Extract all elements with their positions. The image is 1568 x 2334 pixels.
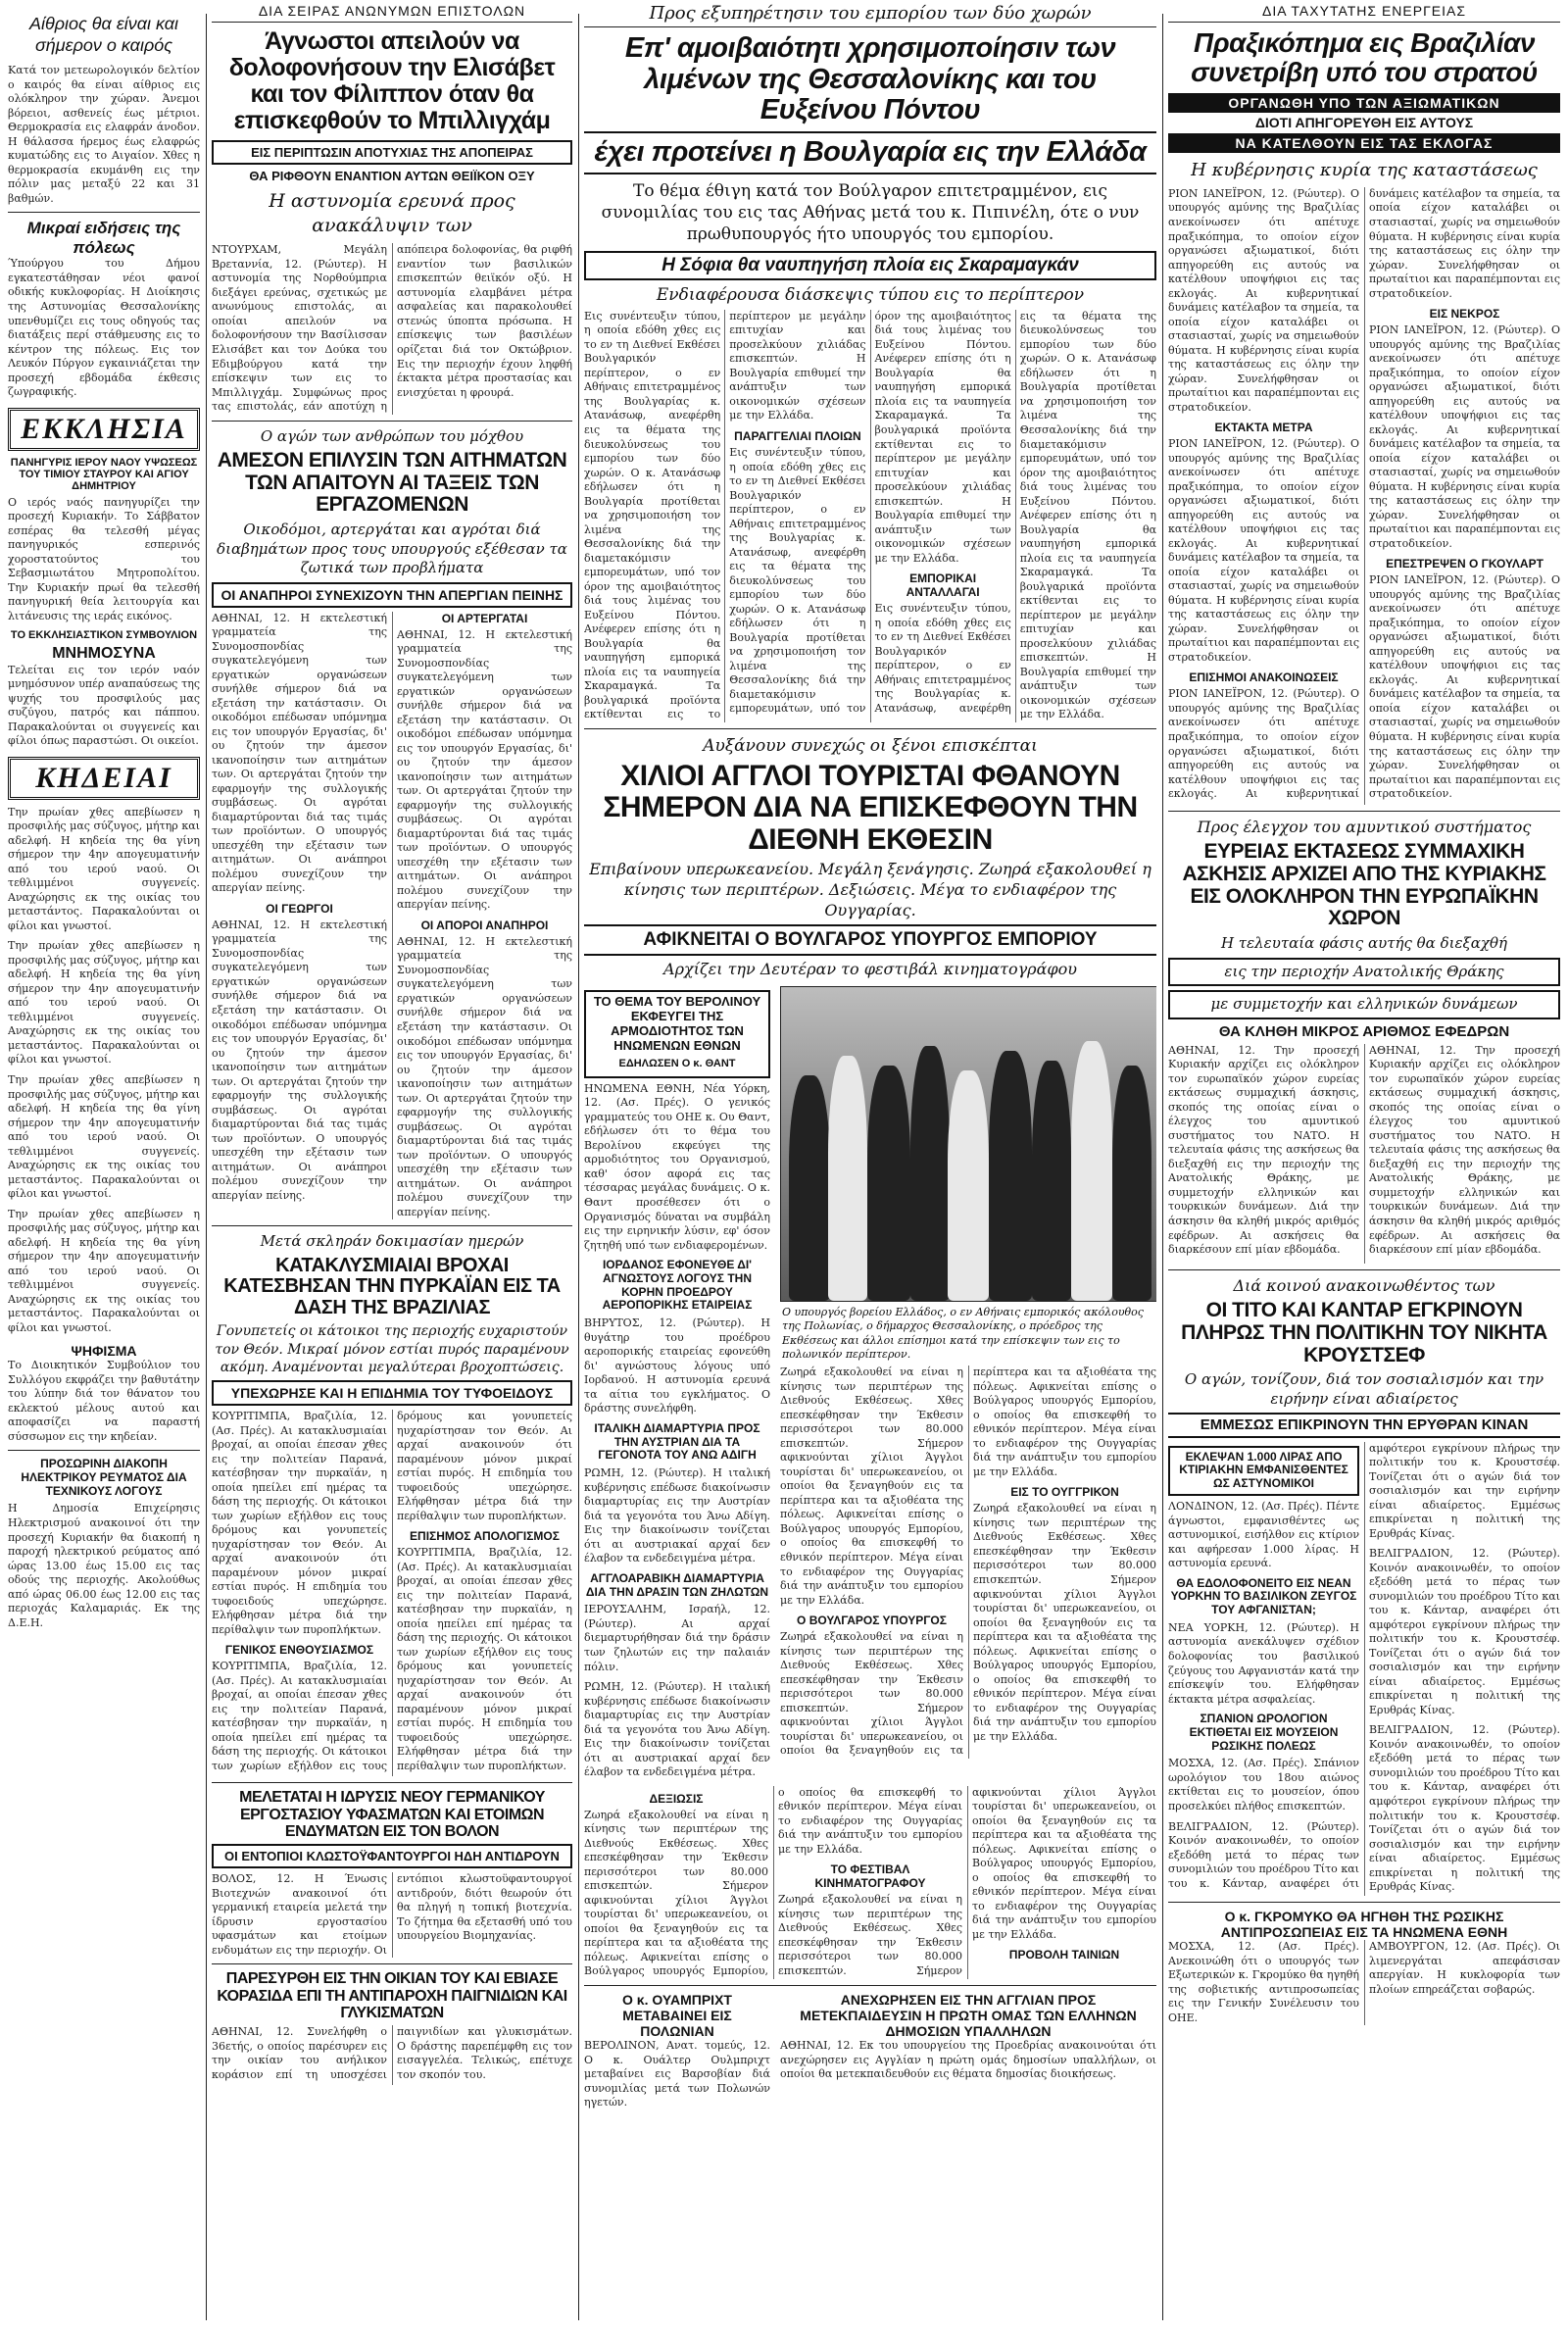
ship-orders-label: ΠΑΡΑΓΓΕΛΙΑΙ ΠΛΟΙΩΝ xyxy=(734,428,861,443)
exercise-subhead: Η τελευταία φάσις αυτής θα διεξαχθή xyxy=(1220,934,1508,953)
fair-kicker: Αυξάνουν συνεχώς οι ξένοι επισκέπται xyxy=(703,735,1038,756)
weather-headline: Αίθριος θα είναι και σήμερον ο καιρός xyxy=(28,14,179,55)
coup-text: ΡΙΟΝ ΙΑΝΕΪΡΟΝ, 12. (Ρώυτερ). Ο υπουργός αμύνης της Βραζιλίας ανεκοίνωσεν ότι απέτυχε πραξικόπημα, το οποίον είχον οργανώσει αξιωματικοί, διότι απηγορεύθη εις αυτούς να κατέλθουν υποψήφιοι εις τας εκλογάς. Αι κυβερνητικαί δυνάμεις κατέλαβον τα σημεία, τα οποία είχον καταλάβει οι στασιασταί, χωρίς να σημειωθούν θύματα. Η κυβέρνησις είναι κυρία της καταστάσεως εις όλην την χώραν. Συνελήφθησαν οι πρωταίτιοι και παραπέμπονται εις στρατοδικείον. xyxy=(1168,186,1359,414)
coup-text-3: ΡΙΟΝ ΙΑΝΕΪΡΟΝ, 12. (Ρώυτερ). Ο υπουργός αμύνης της Βραζιλίας ανεκοίνωσεν ότι απέτυχε πραξικόπημα, το οποίον είχον οργανώσει αξιωματικοί, διότι απηγορεύθη εις αυτούς να κατέλθουν υποψήφιοι εις τας εκλογάς. Αι κυβερνητικαί δυνάμεις κατέλαβον τα σημεία, τα οποία είχον καταλάβει οι στασιασταί, χωρίς να σημειωθούν θύματα. Η κυβέρνησις είναι κυρία της καταστάσεως εις όλην την χώραν. Συνελήφθησαν οι πρωταίτιοι και παραπέμπονται εις στρατοδικείον. xyxy=(1168,186,1560,801)
skaramangas-subhead: Η Σόφια θα ναυπηγήση πλοία εις Σκαραμαγκάν xyxy=(584,251,1156,280)
funerals-text: Την πρωίαν χθες απεβίωσεν η προσφιλής μας σύζυγος, μήτηρ και αδελφή. Η κηδεία της θα γίνη σήμερον την 4ην απογευματινήν από του ιερού ναού. Οι τεθλιμμένοι συγγενείς. Αναχώρησις εκ της οικίας του μεταστάντος. Παρακαλούνται οι φίλοι και γνωστοί. xyxy=(8,805,200,932)
hungarian-label: ΕΙΣ ΤΟ ΟΥΓΓΡΙΚΟΝ xyxy=(1010,1485,1119,1500)
volos-factory-headline: ΜΕΛΕΤΑΤΑΙ Η ΙΔΡΥΣΙΣ ΝΕΟΥ ΓΕΡΜΑΝΙΚΟΥ ΕΡΓΟΣΤΑΣΙΟΥ ΥΦΑΣΜΑΤΩΝ ΚΑΙ ΕΤΟΙΜΩΝ ΕΝΔΥΜΑΤΩΝ ΕΙΣ ΤΟΝ ΒΟΛΟΝ xyxy=(239,1789,545,1840)
zealots-text-2: ΡΩΜΗ, 12. (Ρώυτερ). Η ιταλική κυβέρνησις επέδωσε διακοίνωσιν διαμαρτυρίας εις την Αυστρίαν διά τα γεγονότα του Άνω Αδίγη. Εις την διακοίνωσιν τονίζεται ότι αι αυστριακαί αρχαί δεν έλαβον τα ενδεδειγμένα μέτρα. xyxy=(584,1680,770,1779)
column-rule xyxy=(1162,14,1163,2320)
afghan-text: ΝΕΑ ΥΟΡΚΗ, 12. (Ρώυτερ). Η αστυνομία ανεκάλυψεν σχέδιον δολοφονίας του βασιλικού ζεύγους του Αφγανιστάν κατά την επίσκεψίν του. Ελήφθησαν έκτακτα μέτρα ασφαλείας. xyxy=(1168,1620,1359,1706)
berlin-text: ΗΝΩΜΕΝΑ ΕΘΝΗ, Νέα Υόρκη, 12. (Ασ. Πρές). Ο γενικός γραμματεύς του ΟΗΕ κ. Ου Θαντ, εδήλωσεν ότι το θέμα του Βερολίνου εκφεύγει της αρμοδιότητος του Οργανισμού, καθ' όσον αφορά εις τας τέσσαρας μεγάλας δυνάμεις. Ο κ. Θαντ προσέθεσεν ότι ο Οργανισμός δύναται να συμβάλη εις την ειρηνικήν λύσιν, εφ' όσον ζητηθή υπό των ενδιαφερομένων. xyxy=(584,1081,770,1252)
power-cut-text: Η Δημοσία Επιχείρησις Ηλεκτρισμού ανακοινοί ότι την προσεχή Κυριακήν θα διακοπή η παροχή ηλεκτρικού ρεύματος από ώρας 13.00 έως 15.00 εις τας οδούς της περιοχής. Ακολούθως από ώρας 06.00 έως 12.00 εις τας περιοχάς Καλαμαριάς. Εκ της Δ.Ε.Η. xyxy=(8,1502,200,1629)
thrace-box: εις την περιοχήν Ανατολικής Θράκης xyxy=(1168,958,1560,987)
funerals-text-2: Την πρωίαν χθες απεβίωσεν η προσφιλής μας σύζυγος, μήτηρ και αδελφή. Η κηδεία της θα γίνη σήμερον την 4ην απογευματινήν από του ιερού ναού. Οι τεθλιμμένοι συγγενείς. Αναχώρησις εκ της οικίας του μεταστάντος. Παρακαλούνται οι φίλοι και γνωστοί. xyxy=(8,939,200,1067)
theft-headline: ΕΚΛΕΨΑΝ 1.000 ΛΙΡΑΣ ΑΠΟ ΚΤΙΡΙΑΚΗΝ ΕΜΦΑΝΙΣΘΕΝΤΕΣ ΩΣ ΑΣΤΥΝΟΜΙΚΟΙ xyxy=(1179,1449,1348,1491)
labor-kicker: Ο αγών των ανθρώπων του μόχθου xyxy=(260,426,524,445)
exercise-text: ΑΘΗΝΑΙ, 12. Την προσεχή Κυριακήν αρχίζει εις ολόκληρον τον ευρωπαϊκόν χώρον ευρείας εκτάσεως συμμαχική άσκησις, σκοπός της οποίας είναι ο έλεγχος του αμυντικού συστήματος του ΝΑΤΟ. Η τελευταία φάσις της ασκήσεως θα διεξαχθή εις την περιοχήν της Ανατολικής Θράκης, με συμμετοχήν ελληνικών και τουρκικών δυνάμεων. Διά την άσκησιν θα κληθή μικρός αριθμός εφέδρων. Αι ασκήσεις θα διαρκέσουν επί μίαν εβδομάδα. xyxy=(1168,1043,1359,1257)
ports-deck: Το θέμα έθιγη κατά τον Βούλγαρον επιτετραμμένον, εις συνομιλίας του εις τας Αθήνας μετά του κ. Πιπινέλη, ότε ο νυν πρωθυπουργός ήτο υπουργός του εμπορίου. xyxy=(601,180,1140,244)
column-rule xyxy=(578,14,579,2320)
banned-line: ΔΙΟΤΙ ΑΠΗΓΟΡΕΥΘΗ ΕΙΣ ΑΥΤΟΥΣ xyxy=(1254,115,1474,131)
tito-text-3: ΒΕΛΙΓΡΑΔΙΟΝ, 12. (Ρώυτερ). Κοινόν ανακοινωθέν, το οποίον εξεδόθη μετά το πέρας των συνομιλιών του προέδρου Τίτο και του κ. Κάνταρ, αναφέρει ότι αμφότεροι εγκρίνουν πλήρως την πολιτικήν του κ. Κρουστσέφ. Τονίζεται ότι ο αγών διά τον σοσιαλισμόν και την ειρήνην είναι αδιαίρετος. Εμμέσως επικρίνεται η πολιτική της Ερυθράς Κίνας. xyxy=(1369,1723,1560,1894)
church-subhead: ΠΑΝΗΓΥΡΙΣ ΙΕΡΟΥ ΝΑΟΥ ΥΨΩΣΕΩΣ ΤΟΥ ΤΙΜΙΟΥ ΣΤΑΥΡΟΥ ΚΑΙ ΑΓΙΟΥ ΔΗΜΗΤΡΙΟΥ xyxy=(10,456,198,492)
brazil-rain-text-3: ΚΟΥΡΙΤΙΜΠΑ, Βραζιλία, 12. (Ασ. Πρές). Αι κατακλυσμιαίαι βροχαί, αι οποίαι έπεσαν χθες εις την πολιτείαν Παρανά, κατέσβησαν την πυρκαϊάν, η οποία ηπείλει επί ημέρας τα δάση της περιοχής. Οι κάτοικοι των χωρίων εξήλθον εις τους δρόμους και γονυπετείς ηυχαρίστησαν τον Θεόν. Αι αρχαί ανακοινούν ότι παραμένουν μόνον μικραί εστίαι πυρός. Η επιδημία του τυφοειδούς υπεχώρησε. Ελήφθησαν μέτρα διά την περίθαλψιν των πυροπλήκτων. xyxy=(397,1546,572,1772)
left-column xyxy=(8,0,200,2334)
goulart-returned-label: ΕΠΕΣΤΡΕΨΕΝ Ο ΓΚΟΥΛΑΡΤ xyxy=(1386,557,1544,571)
threat-headline: Άγνωστοι απειλούν να δολοφονήσουν την Ελισάβετ και τον Φίλιππον όταν θα επισκεφθούν το Μπιλλιγχάμ xyxy=(228,27,556,134)
tito-kicker: Διά κοινού ανακοινωθέντος των xyxy=(1233,1275,1495,1295)
threat-box-2: ΘΑ ΡΙΦΘΟΥΝ ΕΝΑΝΤΙΟΝ ΑΥΤΩΝ ΘΕΙΪΚΟΝ ΟΞΥ xyxy=(249,169,535,183)
volos-box: ΟΙ ΕΝΤΟΠΙΟΙ ΚΛΩΣΤΟΫΦΑΝΤΟΥΡΓΟΙ ΗΔΗ ΑΝΤΙΔΡΟΥΝ xyxy=(212,1844,572,1868)
volos-text: ΒΟΛΟΣ, 12. Η Ένωσις Βιοτεχνών ανακοινοί ότι γερμανική εταιρεία μελετά την ίδρυσιν εργοστασίου υφασμάτων και ετοίμων ενδυμάτων εις την περιοχήν. Οι εντόπιοι κλωστοϋφαντουργοί αντιδρούν, διότι θεωρούν ότι θα πληγή η τοπική βιοτεχνία. Το ζήτημα θα εξετασθή υπό του υπουργείου Βιομηχανίας. xyxy=(212,1872,572,1957)
government-control-subhead: Η κυβέρνησις κυρία της καταστάσεως xyxy=(1191,159,1538,180)
reservists-banner: ΘΑ ΚΛΗΘΗ ΜΙΚΡΟΣ ΑΡΙΘΜΟΣ ΕΦΕΔΡΩΝ xyxy=(1218,1022,1510,1040)
side-stories xyxy=(584,986,770,1786)
hamburg-text: ΑΜΒΟΥΡΓΟΝ, 12. (Ασ. Πρές). Οι λιμενεργάται απεφάσισαν απεργίαν. Η κυκλοφορία των πλοίων επηρεάζεται σοβαρώς. xyxy=(1369,1940,1560,1996)
red-china-banner: ΕΜΜΕΣΩΣ ΕΠΙΚΡΙΝΟΥΝ ΤΗΝ ΕΡΥΘΡΑΝ ΚΙΝΑΝ xyxy=(1168,1413,1560,1437)
berlin-headline: ΤΟ ΘΕΜΑ ΤΟΥ ΒΕΡΟΛΙΝΟΥ ΕΚΦΕΥΓΕΙ ΤΗΣ ΑΡΜΟΔΙΟΤΗΤΟΣ ΤΩΝ ΗΝΩΜΕΝΩΝ ΕΘΝΩΝ xyxy=(593,994,761,1053)
press-conference-subhead: Ενδιαφέρουσα διάσκεψις τύπου εις το περίπτερον xyxy=(656,284,1085,305)
resolution-title: ΨΗΦΙΣΜΑ xyxy=(71,1343,137,1360)
fair-text: Ζωηρά εξακολουθεί να είναι η κίνησις των περιπτέρων της Διεθνούς Εκθέσεως. Χθες επεσκέφθησαν την Έκθεσιν περισσότεροι των 80.000 επισκεπτών. Σήμερον αφικνούνται χίλιοι Άγγλοι τουρίσται δι' υπερωκεανείου, οι οποίοι θα ξεναγηθούν εις τα περίπτερα και τα αξιοθέατα της πόλεως. Αφικνείται επίσης ο Βούλγαρος υπουργός Εμπορίου, ο οποίος θα επισκεφθή το εθνικόν περίπτερον. Μέγα είναι το ενδιαφέρον της Ουγγαρίας διά την ανάπτυξιν του εμπορίου με την Ελλάδα. xyxy=(780,1366,963,1607)
fair-text-3: Ζωηρά εξακολουθεί να είναι η κίνησις των περιπτέρων της Διεθνούς Εκθέσεως. Χθες επεσκέφθησαν την Έκθεσιν περισσότεροι των 80.000 επισκεπτών. Σήμερον αφικνούνται χίλιοι Άγγλοι τουρίσται δι' υπερωκεανείου, οι οποίοι θα ξεναγηθούν εις τα περίπτερα και τα αξιοθέατα της πόλεως. Αφικνείται επίσης ο Βούλγαρος υπουργός Εμπορίου, ο οποίος θα επισκεφθή το εθνικόν περίπτερον. Μέγα είναι το ενδιαφέρον της Ουγγαρίας διά την ανάπτυξιν του εμπορίου με την Ελλάδα. xyxy=(973,1502,1156,1743)
trade-exchange-label: ΕΜΠΟΡΙΚΑΙ ΑΝΤΑΛΛΑΓΑΙ xyxy=(906,571,980,600)
civil-servants-headline: ΑΝΕΧΩΡΗΣΕΝ ΕΙΣ ΤΗΝ ΑΓΓΛΙΑΝ ΠΡΟΣ ΜΕΤΕΚΠΑΙΔΕΥΣΙΝ Η ΠΡΩΤΗ ΟΜΑΣ ΤΩΝ ΕΛΛΗΝΩΝ ΔΗΜΟΣΙΩΝ ΥΠΑΛΛΗΛΩΝ xyxy=(800,1991,1137,2039)
labor-text-4: ΑΘΗΝΑΙ, 12. Η εκτελεστική γραμματεία της Συνομοσπονδίας συγκατελεγόμενη των εργατικών οργανώσεων συνήλθε σήμερον διά να εξετάση την κατάστασιν. Οι οικοδόμοι επέδωσαν υπόμνημα εις τον υπουργόν Εργασίας, δι' ου ζητούν την άμεσον ικανοποίησιν των αιτημάτων των. Οι αρτεργάται ζητούν την εφαρμογήν της συλλογικής συμβάσεως. Οι αγρόται διαμαρτύρονται διά τας τιμάς των προϊόντων. Ο υπουργός υπεσχέθη την εξέτασιν των αιτημάτων. Οι ανάπηροι πολέμου συνεχίζουν την απεργίαν πείνης. xyxy=(397,934,572,1218)
tito-subhead: Ο αγών, τονίζουν, διά τον σοσιαλισμόν και την ειρήνην είναι αδιαίρετος xyxy=(1184,1370,1544,1408)
zealots-text: ΙΕΡΟΥΣΑΛΗΜ, Ισραήλ, 12. (Ρώυτερ). Αι αρχαί διεμαρτυρήθησαν διά την δράσιν των ζηλωτών εις την παλαιάν πόλιν. xyxy=(584,1603,770,1673)
emergency-measures-label: ΕΚΤΑΚΤΑ ΜΕΤΡΑ xyxy=(1214,421,1313,435)
city-news-title: Μικραί ειδήσεις της πόλεως xyxy=(26,219,181,257)
berlin-subhead: ΕΔΗΛΩΣΕΝ Ο κ. ΘΑΝΤ xyxy=(618,1057,736,1069)
tito-text: ΒΕΛΙΓΡΑΔΙΟΝ, 12. (Ρώυτερ). Κοινόν ανακοινωθέν, το οποίον εξεδόθη μετά το πέρας των συνομιλιών του προέδρου Τίτο και του κ. Κάνταρ, αναφέρει ότι αμφότεροι εγκρίνουν πλήρως την πολιτικήν του κ. Κρουστσέφ. Τονίζεται ότι ο αγών διά τον σοσιαλισμόν και την ειρήνην είναι αδιαίρετος. Εμμέσως επικρίνεται η πολιτική της Ερυθράς Κίνας. xyxy=(1168,1441,1560,1890)
church-section-title: ΕΚΚΛΗΣΙΑ xyxy=(8,408,200,451)
funerals-text-3: Την πρωίαν χθες απεβίωσεν η προσφιλής μας σύζυγος, μήτηρ και αδελφή. Η κηδεία της θα γίνη σήμερον την 4ην απογευματινήν από του ιερού ναού. Οι τεθλιμμένοι συγγενείς. Αναχώρησις εκ της οικίας του μεταστάντος. Παρακαλούνται οι φίλοι και γνωστοί. xyxy=(8,1073,200,1201)
film-festival-subhead: Αρχίζει την Δευτέραν το φεστιβάλ κινηματογράφου xyxy=(663,960,1077,979)
official-tally-label: ΕΠΙΣΗΜΟΣ ΑΠΟΛΟΓΙΣΜΟΣ xyxy=(410,1529,560,1544)
bulgaria-kicker: Προς εξυπηρέτησιν του εμπορίου των δύο χωρών xyxy=(584,0,1156,27)
clock-headline: ΣΠΑΝΙΟΝ ΩΡΟΛΟΓΙΟΝ ΕΚΤΙΘΕΤΑΙ ΕΙΣ ΜΟΥΣΕΙΟΝ ΡΩΣΙΚΗΣ ΠΟΛΕΩΣ xyxy=(1189,1712,1339,1753)
fair-photo xyxy=(780,986,1156,1302)
afghan-headline: ΘΑ ΕΔΟΛΟΦΟΝΕΙΤΟ ΕΙΣ ΝΕΑΝ ΥΟΡΚΗΝ ΤΟ ΒΑΣΙΛΙΚΟΝ ΖΕΥΓΟΣ ΤΟΥ ΑΦΓΑΝΙΣΤΑΝ; xyxy=(1170,1575,1357,1617)
typhoid-box: ΥΠΕΧΩΡΗΣΕ ΚΑΙ Η ΕΠΙΔΗΜΙΑ ΤΟΥ ΤΥΦΟΕΙΔΟΥΣ xyxy=(212,1380,572,1406)
ulbricht-text: ΒΕΡΟΛΙΝΟΝ, Ανατ. τομεύς, 12. Ο κ. Ουάλτερ Ουλμπριχτ μεταβαίνει εις Βαρσοβίαν διά συνομιλίας μετά των Πολωνών ηγετών. xyxy=(584,2039,770,2110)
crime-text: ΑΘΗΝΑΙ, 12. Συνελήφθη ο 36ετής, ο οποίος παρέσυρεν εις την οικίαν του ανήλικον κοράσιον επί τη υποσχέσει παιγνιδίων και γλυκισμάτων. Ο δράστης παρεπέμφθη εις τον εισαγγελέα. Τελικώς, επέτυχε τον σκοπόν του. xyxy=(212,2025,572,2081)
tourists-headline: ΧΙΛΙΟΙ ΑΓΓΛΟΙ ΤΟΥΡΙΣΤΑΙ ΦΘΑΝΟΥΝ ΣΗΜΕΡΟΝ ΔΙΑ ΝΑ ΕΠΙΣΚΕΦΘΟΥΝ ΤΗΝ ΔΙΕΘΝΗ ΕΚΘΕΣΙΝ xyxy=(603,759,1138,856)
tito-text-2: ΒΕΛΙΓΡΑΔΙΟΝ, 12. (Ρώυτερ). Κοινόν ανακοινωθέν, το οποίον εξεδόθη μετά το πέρας των συνομιλιών του προέδρου Τίτο και του κ. Κάνταρ, αναφέρει ότι αμφότεροι εγκρίνουν πλήρως την πολιτικήν του κ. Κρουστσέφ. Τονίζεται ότι ο αγών διά τον σοσιαλισμόν και την ειρήνην είναι αδιαίρετος. Εμμέσως επικρίνεται η πολιτική της Ερυθράς Κίνας. xyxy=(1369,1547,1560,1716)
elections-banner: ΝΑ ΚΑΤΕΛΘΟΥΝ ΕΙΣ ΤΑΣ ΕΚΛΟΓΑΣ xyxy=(1168,133,1560,153)
coup-text-5: ΡΙΟΝ ΙΑΝΕΪΡΟΝ, 12. (Ρώυτερ). Ο υπουργός αμύνης της Βραζιλίας ανεκοίνωσεν ότι απέτυχε πραξικόπημα, το οποίον είχον οργανώσει αξιωματικοί, διότι απηγορεύθη εις αυτούς να κατέλθουν υποψήφιοι εις τας εκλογάς. Αι κυβερνητικαί δυνάμεις κατέλαβον τα σημεία, τα οποία είχον καταλάβει οι στασιασταί, χωρίς να σημειωθούν θύματα. Η κυβέρνησις είναι κυρία της καταστάσεως εις όλην την χώραν. Συνελήφθησαν οι πρωταίτιοι και παραπέμπονται εις στρατοδικείον. xyxy=(1369,573,1560,801)
brazil-rain-subhead: Γονυπετείς οι κάτοικοι της περιοχής ευχαριστούν τον Θεόν. Μικραί μόνον εστίαι πυρός παραμένουν ακόμη. Αναμένονται μεγαλύτεραι βροχοπτώσεις. xyxy=(215,1323,569,1375)
brazil-coup-kicker: ΔΙΑ ΤΑΧΥΤΑΤΗΣ ΕΝΕΡΓΕΙΑΣ xyxy=(1168,0,1560,23)
right-column xyxy=(1168,0,1560,2334)
fair-text-2: Ζωηρά εξακολουθεί να είναι η κίνησις των περιπτέρων της Διεθνούς Εκθέσεως. Χθες επεσκέφθησαν την Έκθεσιν περισσότεροι των 80.000 επισκεπτών. Σήμερον αφικνούνται χίλιοι Άγγλοι τουρίσται δι' υπερωκεανείου, οι οποίοι θα ξεναγηθούν εις τα περίπτερα και τα αξιοθέατα της πόλεως. Αφικνείται επίσης ο Βούλγαρος υπουργός Εμπορίου, ο οποίος θα επισκεφθή το εθνικόν περίπτερον. Μέγα είναι το ενδιαφέρον της Ουγγαρίας διά την ανάπτυξιν του εμπορίου με την Ελλάδα. xyxy=(780,1366,1156,1758)
brazil-rain-kicker: Μετά σκληράν δοκιμασίαν ημερών xyxy=(260,1232,524,1251)
column-rule xyxy=(206,14,207,2320)
threat-box: ΕΙΣ ΠΕΡΙΠΤΩΣΙΝ ΑΠΟΤΥΧΙΑΣ ΤΗΣ ΑΠΟΠΕΙΡΑΣ xyxy=(212,140,572,165)
center-column xyxy=(584,0,1156,2334)
reception-label: ΔΕΞΙΩΣΙΣ xyxy=(649,1791,704,1806)
tourists-subhead: Επιβαίνουν υπερωκεανείου. Μεγάλη ξενάγησις. Ζωηρά εξακολουθεί η κίνησις των περιπτέρων. Δεξιώσεις. Μέγα το ενδιαφέρον της Ουγγαρίας. xyxy=(589,860,1152,919)
ports-text-3: Εις συνέντευξιν τύπου, η οποία εδόθη χθες εις το εν τη Διεθνεί Εκθέσει Βουλγαρικόν περίπτερον, ο εν Αθήναις επιτετραμμένος της Βουλγαρίας κ. Ατανάσωφ, ανεφέρθη εις τα θέματα της διευκολύνσεως του εμπορίου των δύο χωρών. Ο κ. Ατανάσωφ εδήλωσεν ότι η Βουλγαρία προτίθεται να χρησιμοποιήση τον λιμένα της Θεσσαλονίκης διά την διαμετακόμισιν εμπορευμάτων, υπό τον όρον της αμοιβαιότητος διά τους λιμένας του Ευξείνου Πόντου. Ανέφερεν επίσης ότι η Βουλγαρία θα ναυπηγήση εμπορικά πλοία εις τα ναυπηγεία Σκαραμαγκά. Τα βουλγαρικά προϊόντα εκτίθενται εις το περίπτερον με μεγάλην επιτυχίαν και προσελκύουν χιλιάδας επισκεπτών. Η Βουλγαρία επιθυμεί την ανάπτυξιν των οικονομικών σχέσεων με την Ελλάδα. xyxy=(874,309,1156,721)
bakers-label: ΟΙ ΑΡΤΕΡΓΑΤΑΙ xyxy=(441,611,528,625)
funerals-text-4: Την πρωίαν χθες απεβίωσεν η προσφιλής μας σύζυγος, μήτηρ και αδελφή. Η κηδεία της θα γίνη σήμερον την 4ην απογευματινήν από του ιερού ναού. Οι τεθλιμμένοι συγγενείς. Αναχώρησις εκ της οικίας του μεταστάντος. Παρακαλούνται οι φίλοι και γνωστοί. xyxy=(8,1207,200,1334)
council-label: ΤΟ ΕΚΚΛΗΣΙΑΣΤΙΚΟΝ ΣΥΜΒΟΥΛΙΟΝ xyxy=(10,629,198,642)
reception-text: Ζωηρά εξακολουθεί να είναι η κίνησις των περιπτέρων της Διεθνούς Εκθέσεως. Χθες επεσκέφθησαν την Έκθεσιν περισσότεροι των 80.000 επισκεπτών. Σήμερον αφικνούνται χίλιοι Άγγλοι τουρίσται δι' υπερωκεανείου, οι οποίοι θα ξεναγηθούν εις τα περίπτερα και τα αξιοθέατα της πόλεως. Αφικνείται επίσης ο Βούλγαρος υπουργός Εμπορίου, ο οποίος θα επισκεφθή το εθνικόν περίπτερον. Μέγα είναι το ενδιαφέρον της Ουγγαρίας διά την ανάπτυξιν του εμπορίου με την Ελλάδα. xyxy=(584,1785,962,1978)
labor-text: ΑΘΗΝΑΙ, 12. Η εκτελεστική γραμματεία της Συνομοσπονδίας συγκατελεγόμενη των εργατικών οργανώσεων συνήλθε σήμερον διά να εξετάση την κατάστασιν. Οι οικοδόμοι επέδωσαν υπόμνημα εις τον υπουργόν Εργασίας, δι' ου ζητούν την άμεσον ικανοποίησιν των αιτημάτων των. Οι αρτεργάται ζητούν την εφαρμογήν της συλλογικής συμβάσεως. Οι αγρόται διαμαρτύρονται διά τας τιμάς των προϊόντων. Ο υπουργός υπεσχέθη την εξέτασιν των αιτημάτων. Οι ανάπηροι πολέμου συνεχίζουν την απεργίαν πείνης. xyxy=(212,611,387,895)
second-column xyxy=(212,0,572,2334)
labor-headline: ΑΜΕΣΟΝ ΕΠΙΛΥΣΙΝ ΤΩΝ ΑΙΤΗΜΑΤΩΝ ΤΩΝ ΑΠΑΙΤΟΥΝ ΑΙ ΤΑΞΕΙΣ ΤΩΝ ΕΡΓΑΖΟΜΕΝΩΝ xyxy=(217,449,567,517)
film-festival-label: ΤΟ ΦΕΣΤΙΒΑΛ ΚΙΝΗΜΑΤΟΓΡΑΦΟΥ xyxy=(814,1862,926,1891)
labor-text-3: ΑΘΗΝΑΙ, 12. Η εκτελεστική γραμματεία της Συνομοσπονδίας συγκατελεγόμενη των εργατικών οργανώσεων συνήλθε σήμερον διά να εξετάση την κατάστασιν. Οι οικοδόμοι επέδωσαν υπόμνημα εις τον υπουργόν Εργασίας, δι' ου ζητούν την άμεσον ικανοποίησιν των αιτημάτων των. Οι αρτεργάται ζητούν την εφαρμογήν της συλλογικής συμβάσεως. Οι αγρόται διαμαρτύρονται διά τας τιμάς των προϊόντων. Ο υπουργός υπεσχέθη την εξέτασιν των αιτημάτων. Οι ανάπηροι πολέμου συνεχίζουν την απεργίαν πείνης. xyxy=(397,627,572,912)
resolution-text: Το Διοικητικόν Συμβούλιον του Συλλόγου εκφράζει την βαθυτάτην του λύπην διά τον θάνατον του εκλεκτού μέλους αυτού και αποφασίζει να παραστή σύσσωμον εις την κηδείαν. xyxy=(8,1359,200,1443)
ports-headline: Επ' αμοιβαιότητι χρησιμοποίησιν των λιμένων της Θεσσαλονίκης και του Ευξείνου Πόντου xyxy=(624,32,1116,126)
theft-text: ΛΟΝΔΙΝΟΝ, 12. (Ασ. Πρές). Πέντε άγνωστοι, εμφανισθέντες ως αστυνομικοί, εισήλθον εις κτίριον και αφήρεσαν 1.000 λίρας. Η αστυνομία ερευνά. xyxy=(1168,1500,1359,1570)
clock-text: ΜΟΣΧΑ, 12. (Ασ. Πρές). Σπάνιον ωρολόγιον του 18ου αιώνος εκτίθεται εις το μουσείον, όπου προσελκύει πλήθος επισκεπτών. xyxy=(1168,1757,1359,1813)
power-cut-title: ΠΡΟΣΩΡΙΝΗ ΔΙΑΚΟΠΗ ΗΛΕΚΤΡΙΚΟΥ ΡΕΥΜΑΤΟΣ ΔΙΑ ΤΕΧΝΙΚΟΥΣ ΛΟΓΟΥΣ xyxy=(21,1457,187,1499)
crime-headline: ΠΑΡΕΣΥΡΘΗ ΕΙΣ ΤΗΝ ΟΙΚΙΑΝ ΤΟΥ ΚΑΙ ΕΒΙΑΣΕ ΚΟΡΑΣΙΔΑ ΕΠΙ ΤΗ ΑΝΤΙΠΑΡΟΧΗ ΠΑΙΓΝΙΔΙΩΝ ΚΑΙ ΓΛΥΚΙΣΜΑΤΩΝ xyxy=(217,1970,567,2021)
threat-subhead: Η αστυνομία ερευνά προς ανακάλυψιν των xyxy=(269,190,515,236)
brazil-rain-text-2: ΚΟΥΡΙΤΙΜΠΑ, Βραζιλία, 12. (Ασ. Πρές). Αι κατακλυσμιαίαι βροχαί, αι οποίαι έπεσαν χθες εις την πολιτείαν Παρανά, κατέσβησαν την πυρκαϊάν, η οποία ηπείλει επί ημέρας τα δάση της περιοχής. Οι κάτοικοι των χωρίων εξήλθον εις τους δρόμους και γονυπετείς ηυχαρίστησαν τον Θεόν. Αι αρχαί ανακοινούν ότι παραμένουν μόνον μικραί εστίαι πυρός. Η επιδημία του τυφοειδούς υπεχώρησε. Ελήφθησαν μέτρα διά την περίθαλψιν των πυροπλήκτων. xyxy=(212,1410,572,1772)
weather-text: Κατά τον μετεωρολογικόν δελτίον ο καιρός θα είναι αίθριος εις ολόκληρον την χώραν. Άνεμοι βόρειοι, ασθενείς έως μέτριοι. Θερμοκρασία εις ελαφράν άνοδον. Η θάλασσα ήρεμος έως ελαφρώς κυματώδης εις το Αιγαίον. Χθες η θερμοκρασία εκυμάνθη εις την πόλιν μας μεταξύ 22 και 31 βαθμών. xyxy=(8,64,200,205)
brazil-rain-headline: ΚΑΤΑΚΛΥΣΜΙΑΙΑΙ ΒΡΟΧΑΙ ΚΑΤΕΣΒΗΣΑΝ ΤΗΝ ΠΥΡΚΑΪΑΝ ΕΙΣ ΤΑ ΔΑΣΗ ΤΗΣ ΒΡΑΖΙΛΙΑΣ xyxy=(223,1254,561,1318)
disabled-label: ΟΙ ΑΠΟΡΟΙ ΑΝΑΠΗΡΟΙ xyxy=(420,918,549,932)
exercise-kicker: Προς έλεγχον του αμυντικού συστήματος xyxy=(1197,817,1532,836)
city-news-text: Ύπούργου του Δήμου εγκατεστάθησαν νέοι φανοί οδικής κυκλοφορίας. Η Διοίκησις της Αστυνομίας Θεσσαλονίκης υπενθυμίζει εις τους οδηγούς τας διατάξεις περί στάθμευσης εις το κέντρον της πόλεως. Εις τον Λευκόν Πύργον εγκαινιάζεται την προσεχή εβδομάδα έκθεσις ζωγραφικής. xyxy=(8,257,200,399)
labor-text-2: ΑΘΗΝΑΙ, 12. Η εκτελεστική γραμματεία της Συνομοσπονδίας συγκατελεγόμενη των εργατικών οργανώσεων συνήλθε σήμερον διά να εξετάση την κατάστασιν. Οι οικοδόμοι επέδωσαν υπόμνημα εις τον υπουργόν Εργασίας, δι' ου ζητούν την άμεσον ικανοποίησιν των αιτημάτων των. Οι αρτεργάται ζητούν την εφαρμογήν της συλλογικής συμβάσεως. Οι αγρόται διαμαρτύρονται διά τας τιμάς των προϊόντων. Ο υπουργός υπεσχέθη την εξέτασιν των αιτημάτων. Οι ανάπηροι πολέμου συνεχίζουν την απεργίαν πείνης. xyxy=(212,918,387,1202)
tito-headline: ΟΙ ΤΙΤΟ ΚΑΙ ΚΑΝΤΑΡ ΕΓΚΡΙΝΟΥΝ ΠΛΗΡΩΣ ΤΗΝ ΠΟΛΙΤΙΚΗΝ ΤΟΥ ΝΙΚΗΤΑ ΚΡΟΥΣΤΣΕΦ xyxy=(1181,1299,1547,1366)
coup-text-2: ΡΙΟΝ ΙΑΝΕΪΡΟΝ, 12. (Ρώυτερ). Ο υπουργός αμύνης της Βραζιλίας ανεκοίνωσεν ότι απέτυχε πραξικόπημα, το οποίον είχον οργανώσει αξιωματικοί, διότι απηγορεύθη εις αυτούς να κατέλθουν υποψήφιοι εις τας εκλογάς. Αι κυβερνητικαί δυνάμεις κατέλαβον τα σημεία, τα οποία είχον καταλάβει οι στασιασταί, χωρίς να σημειωθούν θύματα. Η κυβέρνησις είναι κυρία της καταστάσεως εις όλην την χώραν. Συνελήφθησαν οι πρωταίτιοι και παραπέμπονται εις στρατοδικείον. xyxy=(1168,437,1359,664)
one-dead-label: ΕΙΣ ΝΕΚΡΟΣ xyxy=(1429,307,1500,322)
labor-box: ΟΙ ΑΝΑΠΗΡΟΙ ΣΥΝΕΧΙΖΟΥΝ ΤΗΝ ΑΠΕΡΓΙΑΝ ΠΕΙΝΗΣ xyxy=(212,582,572,608)
enthusiasm-label: ΓΕΝΙΚΟΣ ΕΝΘΟΥΣΙΑΣΜΟΣ xyxy=(224,1643,374,1658)
gromyko-text: ΜΟΣΧΑ, 12. (Ασ. Πρές). Ανεκοινώθη ότι ο υπουργός των Εξωτερικών κ. Γκρομύκο θα ηγηθή της σοβιετικής αντιπροσωπείας εις την Γενικήν Συνέλευσιν του ΟΗΕ. xyxy=(1168,1940,1359,2024)
gromyko-headline: Ο κ. ΓΚΡΟΜΥΚΟ ΘΑ ΗΓΗΘΗ ΤΗΣ ΡΩΣΙΚΗΣ ΑΝΤΙΠΡΟΣΩΠΕΙΑΣ ΕΙΣ ΤΑ ΗΝΩΜΕΝΑ ΕΘΝΗ xyxy=(1220,1908,1508,1940)
ports-text-2: Εις συνέντευξιν τύπου, η οποία εδόθη χθες εις το εν τη Διεθνεί Εκθέσει Βουλγαρικόν περίπτερον, ο εν Αθήναις επιτετραμμένος της Βουλγαρίας κ. Ατανάσωφ, ανεφέρθη εις τα θέματα της διευκολύνσεως του εμπορίου των δύο χωρών. Ο κ. Ατανάσωφ εδήλωσεν ότι η Βουλγαρία προτίθεται να χρησιμοποιήση τον λιμένα της Θεσσαλονίκης διά την διαμετακόμισιν εμπορευμάτων, υπό τον όρον της αμοιβαιότητος διά τους λιμένας του Ευξείνου Πόντου. Ανέφερεν επίσης ότι η Βουλγαρία θα ναυπηγήση εμπορικά πλοία εις τα ναυπηγεία Σκαραμαγκά. Τα βουλγαρικά προϊόντα εκτίθενται εις το περίπτερον με μεγάλην επιτυχίαν και προσελκύουν χιλιάδας επισκεπτών. Η Βουλγαρία επιθυμεί την ανάπτυξιν των οικονομικών σχέσεων με την Ελλάδα. xyxy=(729,309,1011,716)
lead-kicker: ΔΙΑ ΣΕΙΡΑΣ ΑΝΩΝΥΜΩΝ ΕΠΙΣΤΟΛΩΝ xyxy=(212,0,572,23)
zealots-headline: ΑΓΓΛΟΑΡΑΒΙΚΗ ΔΙΑΜΑΡΤΥΡΙΑ ΔΙΑ ΤΗΝ ΔΡΑΣΙΝ ΤΩΝ ΖΗΛΩΤΩΝ xyxy=(585,1570,769,1599)
church-text: Ο ιερός ναός πανηγυρίζει την προσεχή Κυριακήν. Το Σάββατον εσπέρας θα τελεσθή μέγας πανηγυρικός εσπερινός χοροστατούντος του Σεβασμιωτάτου Μητροπολίτου. Την Κυριακήν πρωί θα τελεσθή πανηγυρική θεία λειτουργία και λιτάνευσις της ιεράς εικόνος. xyxy=(8,495,200,622)
film-festival-text: Ζωηρά εξακολουθεί να είναι η κίνησις των περιπτέρων της Διεθνούς Εκθέσεως. Χθες επεσκέφθησαν την Έκθεσιν περισσότεροι των 80.000 επισκεπτών. Σήμερον αφικνούνται χίλιοι Άγγλοι τουρίσται δι' υπερωκεανείου, οι οποίοι θα ξεναγηθούν εις τα περίπτερα και τα αξιοθέατα της πόλεως. Αφικνείται επίσης ο Βούλγαρος υπουργός Εμπορίου, ο οποίος θα επισκεφθή το εθνικόν περίπτερον. Μέγα είναι το ενδιαφέρον της Ουγγαρίας διά την ανάπτυξιν του εμπορίου με την Ελλάδα. xyxy=(778,1785,1156,1977)
officers-banner: ΟΡΓΑΝΩΘΗ ΥΠΟ ΤΩΝ ΑΞΙΩΜΑΤΙΚΩΝ xyxy=(1168,93,1560,113)
exercise-text-2: ΑΘΗΝΑΙ, 12. Την προσεχή Κυριακήν αρχίζει εις ολόκληρον τον ευρωπαϊκόν χώρον ευρείας εκτάσεως συμμαχική άσκησις, σκοπός της οποίας είναι ο έλεγχος του αμυντικού συστήματος του ΝΑΤΟ. Η τελευταία φάσις της ασκήσεως θα διεξαχθή εις την περιοχήν της Ανατολικής Θράκης, με συμμετοχήν ελληνικών και τουρκικών δυνάμεων. Διά την άσκησιν θα κληθή μικρός αριθμός εφέδρων. Αι ασκήσεις θα διαρκέσουν επί μίαν εβδομάδα. xyxy=(1369,1043,1560,1257)
official-announcements-label: ΕΠΙΣΗΜΟΙ ΑΝΑΚΟΙΝΩΣΕΙΣ xyxy=(1189,670,1339,685)
brazil-rain-text: ΚΟΥΡΙΤΙΜΠΑ, Βραζιλία, 12. (Ασ. Πρές). Αι κατακλυσμιαίαι βροχαί, αι οποίαι έπεσαν χθες εις την πολιτείαν Παρανά, κατέσβησαν την πυρκαϊάν, η οποία ηπείλει επί ημέρας τα δάση της περιοχής. Οι κάτοικοι των χωρίων εξήλθον εις τους δρόμους και γονυπετείς ηυχαρίστησαν τον Θεόν. Αι αρχαί ανακοινούν ότι παραμένουν μόνον μικραί εστίαι πυρός. Η επιδημία του τυφοειδούς υπεχώρησε. Ελήφθησαν μέτρα διά την περίθαλψιν των πυροπλήκτων. xyxy=(212,1410,387,1636)
memorials-title: ΜΝΗΜΟΣΥΝΑ xyxy=(52,645,156,663)
screenings-label: ΠΡΟΒΟΛΗ ΤΑΙΝΙΩΝ xyxy=(1008,1948,1120,1962)
exercise-headline: ΕΥΡΕΙΑΣ ΕΚΤΑΣΕΩΣ ΣΥΜΜΑΧΙΚΗ ΑΣΚΗΣΙΣ ΑΡΧΙΖΕΙ ΑΠΟ ΤΗΣ ΚΥΡΙΑΚΗΣ ΕΙΣ ΟΛΟΚΛΗΡΟΝ ΤΗΝ ΕΥΡΩΠΑΪΚΗΝ ΧΩΡΟΝ xyxy=(1182,840,1546,930)
brazil-coup-headline: Πραξικόπημα εις Βραζιλίαν συνετρίβη υπό του στρατού xyxy=(1191,27,1538,88)
funerals-section-title: ΚΗΔΕΙΑΙ xyxy=(8,757,200,800)
coup-text-4: ΡΙΟΝ ΙΑΝΕΪΡΟΝ, 12. (Ρώυτερ). Ο υπουργός αμύνης της Βραζιλίας ανεκοίνωσεν ότι απέτυχε πραξικόπημα, το οποίον είχον οργανώσει αξιωματικοί, διότι απηγορεύθη εις αυτούς να κατέλθουν υποψήφιοι εις τας εκλογάς. Αι κυβερνητικαί δυνάμεις κατέλαβον τα σημεία, τα οποία είχον καταλάβει οι στασιασταί, χωρίς να σημειωθούν θύματα. Η κυβέρνησις είναι κυρία της καταστάσεως εις όλην την χώραν. Συνελήφθησαν οι πρωταίτιοι και παραπέμπονται εις στρατοδικείον. xyxy=(1369,323,1560,550)
civil-servants-text: ΑΘΗΝΑΙ, 12. Εκ του υπουργείου της Προεδρίας ανακοινούται ότι ανεχώρησεν εις Αγγλίαν η πρώτη ομάς δημοσίων υπαλλήλων, οι οποίοι θα μετεκπαιδευθούν εις θέματα δημοσίας διοικήσεως. xyxy=(780,2039,1156,2081)
photo-caption: Ο υπουργός βορείου Ελλάδος, ο εν Αθήναις εμπορικός ακόλουθος της Πολωνίας, ο δήμαρχος Θεσσαλονίκης, ο πρόεδρος της Εκθέσεως και άλλοι επίσημοι κατά την επίσκεψιν των εις το πολωνικόν περίπτερον. xyxy=(782,1306,1144,1361)
ulbricht-headline: Ο κ. ΟΥΑΜΠΡΙΧΤ ΜΕΤΑΒΑΙΝΕΙ ΕΙΣ ΠΟΛΩΝΙΑΝ xyxy=(622,1991,732,2039)
ports-text: Εις συνέντευξιν τύπου, η οποία εδόθη χθες εις το εν τη Διεθνεί Εκθέσει Βουλγαρικόν περίπτερον, ο εν Αθήναις επιτετραμμένος της Βουλγαρίας κ. Ατανάσωφ, ανεφέρθη εις τα θέματα της διευκολύνσεως του εμπορίου των δύο χωρών. Ο κ. Ατανάσωφ εδήλωσεν ότι η Βουλγαρία προτίθεται να χρησιμοποιήση τον λιμένα της Θεσσαλονίκης διά την διαμετακόμισιν εμπορευμάτων, υπό τον όρον της αμοιβαιότητος διά τους λιμένας του Ευξείνου Πόντου. Ανέφερεν επίσης ότι η Βουλγαρία θα ναυπηγήση εμπορικά πλοία εις τα ναυπηγεία Σκαραμαγκά. Τα βουλγαρικά προϊόντα εκτίθενται εις το περίπτερον με μεγάλην επιτυχίαν και προσελκύουν χιλιάδας επισκεπτών. Η Βουλγαρία επιθυμεί την ανάπτυξιν των οικονομικών σχέσεων με την Ελλάδα. xyxy=(584,309,866,721)
italy-text: ΡΩΜΗ, 12. (Ρώυτερ). Η ιταλική κυβέρνησις επέδωσε διακοίνωσιν διαμαρτυρίας εις την Αυστρίαν διά τα γεγονότα του Άνω Αδίγη. Εις την διακοίνωσιν τονίζεται ότι αι αυστριακαί αρχαί δεν έλαβον τα ενδεδειγμένα μέτρα. xyxy=(584,1466,770,1565)
memorials-text: Τελείται εις τον ιερόν ναόν μνημόσυνον υπέρ αναπαύσεως της ψυχής του προσφιλούς μας συζύγου, πατρός και πάππου. Παρακαλούνται οι συγγενείς και φίλοι όπως παραστώσι. Οι οικείοι. xyxy=(8,663,200,748)
ports-headline-2: έχει προτείνει η Βουλγαρία εις την Ελλάδα xyxy=(584,131,1156,174)
farmers-label: ΟΙ ΓΕΩΡΓΟΙ xyxy=(266,901,333,916)
bulgarian-minister-label: Ο ΒΟΥΛΓΑΡΟΣ ΥΠΟΥΡΓΟΣ xyxy=(797,1614,947,1628)
minister-arrives-banner: ΑΦΙΚΝΕΙΤΑΙ Ο ΒΟΥΛΓΑΡΟΣ ΥΠΟΥΡΓΟΣ ΕΜΠΟΡΙΟΥ xyxy=(584,924,1156,956)
threat-text: ΝΤΟΥΡΧΑΜ, Μεγάλη Βρεταννία, 12. (Ρώυτερ). Η αστυνομία της Νορθούμπρια διεξάγει ερεύνας, σχετικώς με ανωνύμους επιστολάς, αι οποίαι απειλούν να δολοφονήσουν την Βασίλισσαν Ελισάβετ και τον Δούκα του Εδιμβούργου κατά την επίσκεψιν των εις το Μπιλλιγχάμ. Συμφώνως προς τας επιστολάς, εάν αποτύχη η απόπειρα δολοφονίας, θα ριφθή εναντίον των βασιλικών επισκεπτών θειϊκόν οξύ. Η αστυνομία ελαμβάνει μέτρα ασφαλείας και παρακολουθεί στενώς ύποπτα πρόσωπα. Η επίσκεψις των βασιλέων ορίζεται διά τον Οκτώβριον. Εις την περιοχήν έχουν ληφθή έκτακτα μέτρα προστασίας και ενισχύεται η φρουρά. xyxy=(212,243,572,414)
italy-headline: ΙΤΑΛΙΚΗ ΔΙΑΜΑΡΤΥΡΙΑ ΠΡΟΣ ΤΗΝ ΑΥΣΤΡΙΑΝ ΔΙΑ ΤΑ ΓΕΓΟΝΟΤΑ ΤΟΥ ΑΝΩ ΑΔΙΓΗ xyxy=(594,1420,760,1463)
jordan-headline: ΙΟΡΔΑΝΟΣ ΕΦΟΝΕΥΘΕ ΔΙ' ΑΓΝΩΣΤΟΥΣ ΛΟΓΟΥΣ ΤΗΝ ΚΟΡΗΝ ΠΡΟΕΔΡΟΥ ΑΕΡΟΠΟΡΙΚΗΣ ΕΤΑΙΡΕΙΑΣ xyxy=(602,1258,753,1313)
jordan-text: ΒΗΡΥΤΟΣ, 12. (Ρώυτερ). Η θυγάτηρ του προέδρου αεροπορικής εταιρείας εφονεύθη δι' αγνώστους λόγους υπό Ιορδανού. Η αστυνομία ερευνά τα αίτια του εγκλήματος. Ο δράστης συνελήφθη. xyxy=(584,1316,770,1415)
labor-subhead: Οικοδόμοι, αρτεργάται και αγρόται διά διαβημάτων προς τους υπουργούς εξέθεσαν τα ζωτικά των προβλήματα xyxy=(217,521,567,577)
greek-forces-box: με συμμετοχήν και ελληνικών δυνάμεων xyxy=(1168,990,1560,1019)
